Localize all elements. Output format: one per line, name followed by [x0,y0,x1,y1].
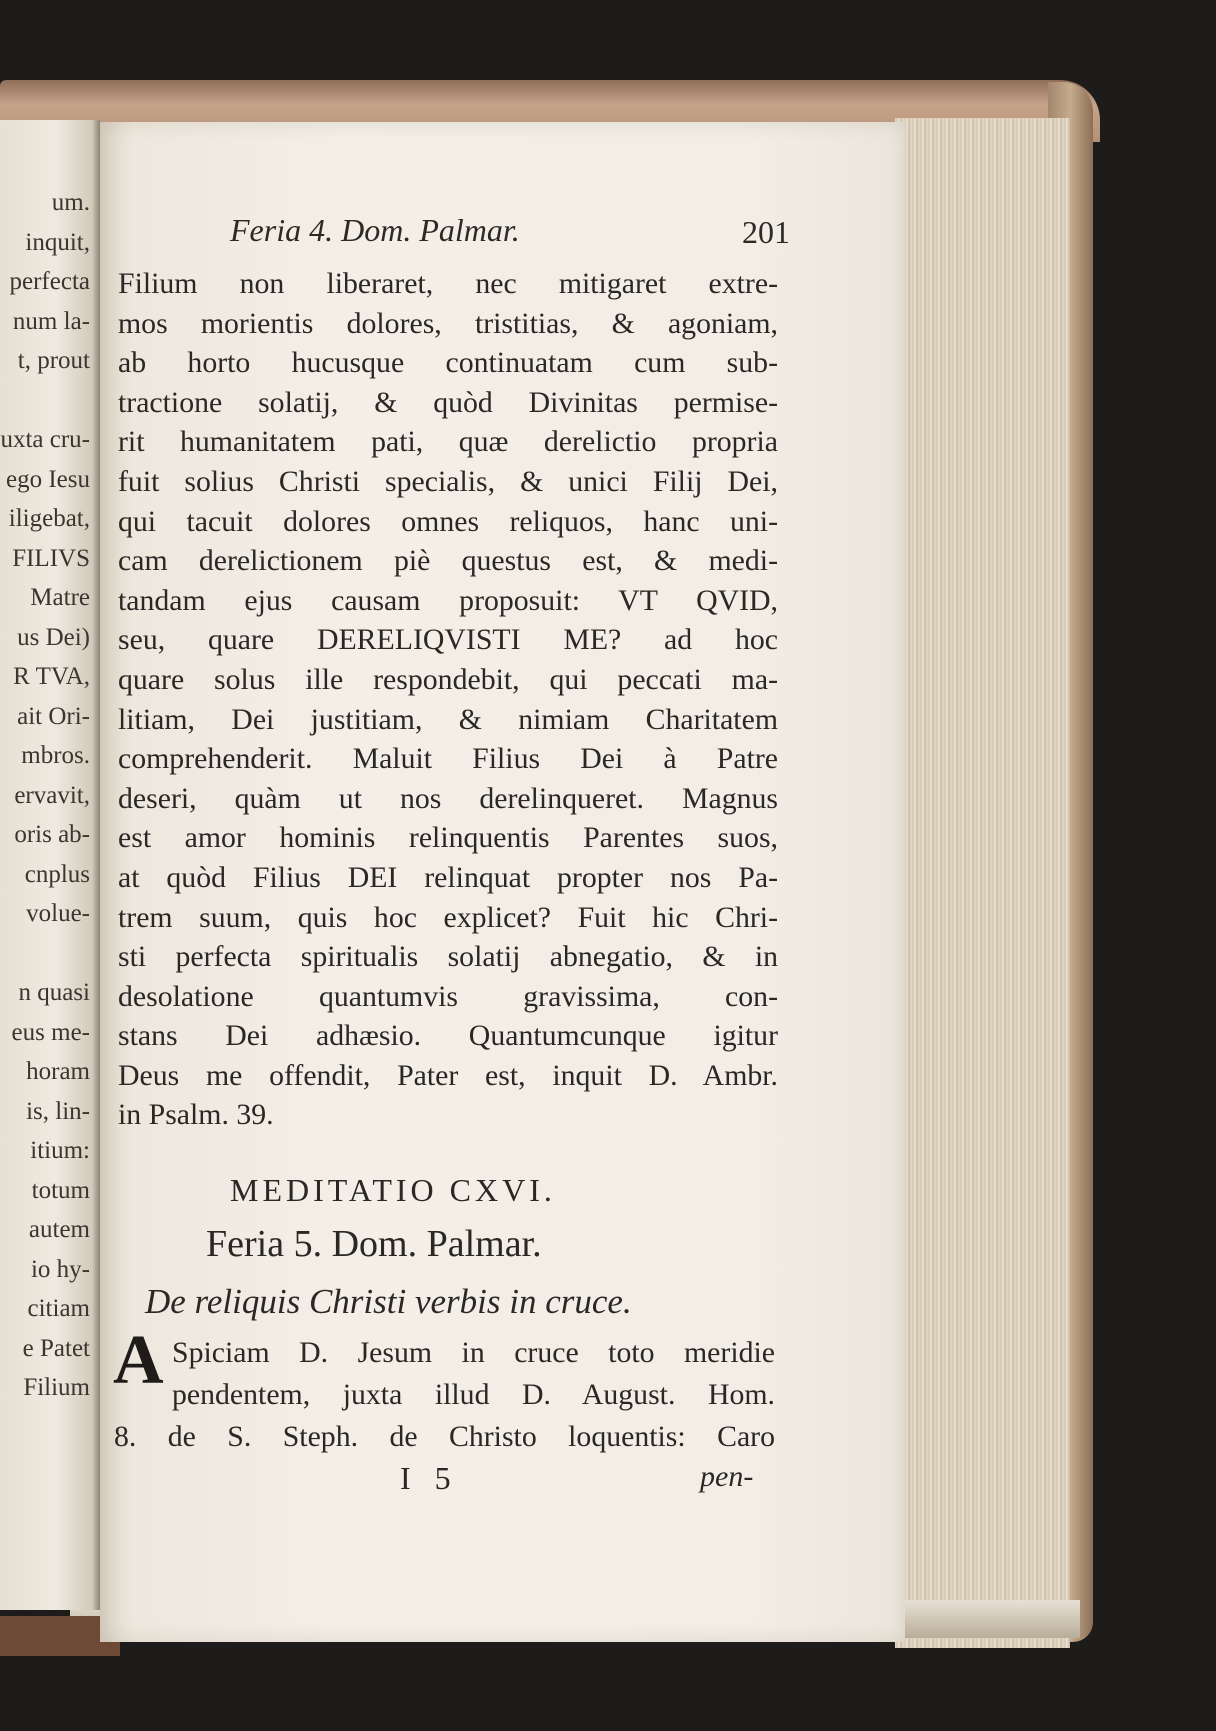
previous-page [0,120,100,1610]
meditation-subtitle: Feria 5. Dom. Palmar. [206,1223,542,1265]
text-line: Deus me offendit, Pater est, inquit D. Ambr. [118,1058,778,1092]
text-line: cam derelictionem piè questus est, & medi- [118,544,778,578]
left-page-fragment: horam [26,1058,90,1085]
text-line: rit humanitatem pati, quæ derelictio propria [118,425,778,459]
left-page-fragment: eus me- [11,1018,90,1046]
meditation-topic: De reliquis Christi verbis in cruce. [145,1282,632,1321]
text-line: at quòd Filius DEI relinquat propter nos Pa- [118,860,778,894]
left-page-fragment: ervavit, [14,781,90,809]
text-line: mos morientis dolores, tristitias, & agoniam, [118,306,778,340]
running-title: Feria 4. Dom. Palmar. [230,212,520,248]
left-page-fragment: e Patet [22,1334,90,1362]
left-page-fragment: Matre [30,584,90,611]
left-page-fragment: citiam [27,1295,90,1322]
text-line: tractione solatij, & quòd Divinitas permise- [118,385,778,419]
text-line: Filium non liberaret, nec mitigaret extre- [118,267,778,300]
text-line: fuit solius Christi specialis, & unici Filij Dei, [118,464,778,498]
text-line: in Psalm. 39. [118,1098,274,1132]
left-page-fragment: us Dei) [17,623,90,651]
text-line: quare solus ille respondebit, qui peccati ma- [118,662,778,696]
text-line: sti perfecta spiritualis solatij abnegatio, & in [118,940,778,974]
body-text [118,264,778,1135]
drop-capital: A [113,1322,164,1399]
text-line: comprehenderit. Maluit Filius Dei à Patre [118,742,778,776]
text-line: trem suum, quis hoc explicet? Fuit hic Chri- [118,900,778,934]
left-page-fragment: FILIVS [12,544,90,572]
left-page-fragment: oris ab- [14,821,90,848]
text-line: stans Dei adhæsio. Quantumcunque igitur [118,1019,778,1053]
running-header [230,212,790,252]
left-page-fragment: um. [51,189,90,216]
page-edges [895,118,1070,1648]
left-page-fragment: R TVA, [13,663,90,690]
text-line: Spiciam D. Jesum in cruce toto meridie [172,1336,775,1369]
text-line: deseri, quàm ut nos derelinqueret. Magnus [118,781,778,815]
text-line: tandam ejus causam proposuit: VT QVID, [118,583,778,617]
text-line: est amor hominis relinquentis Parentes suos, [118,821,778,855]
left-page-fragment: num la- [12,307,90,335]
text-line: desolatione quantumvis gravissima, con- [118,979,778,1013]
text-line: qui tacuit dolores omnes reliquos, hanc uni- [118,504,778,538]
left-page-fragment: uxta cru- [0,426,90,453]
text-line: seu, quare DERELIQVISTI ME? ad hoc [118,623,778,657]
left-page-fragment: totum [31,1176,90,1204]
left-page-fragment: inquit, [25,228,90,256]
text-line: litiam, Dei justitiam, & nimiam Charitatem [118,702,778,736]
page-number: 201 [742,214,790,250]
left-page-fragment: cnplus [24,860,90,888]
meditation-paragraph [114,1332,775,1458]
left-page-fragment: t, prout [17,347,90,374]
left-page-fragment: autem [28,1216,90,1243]
left-page-fragment: ait Ori- [17,702,90,730]
text-line: pendentem, juxta illud D. August. Hom. [172,1378,775,1411]
text-line: 8. de S. Steph. de Christo loquentis: Caro [114,1420,775,1453]
left-page-fragment: iligebat, [8,505,90,532]
catchword: pen- [700,1460,754,1493]
left-page-fragment: Filium [23,1374,90,1401]
text-line: ab horto hucusque continuatam cum sub- [118,346,778,380]
left-page-fragment: is, lin- [26,1097,90,1125]
left-page-fragment: mbros. [21,742,90,769]
left-page-fragment: n quasi [18,979,90,1006]
left-page-fragment: io hy- [30,1255,90,1283]
left-page-fragment: volue- [26,900,90,927]
signature-mark: I 5 [400,1460,459,1496]
left-page-fragment: itium: [30,1137,90,1164]
meditation-title: MEDITATIO CXVI. [230,1172,556,1208]
left-page-fragment: ego Iesu [6,465,90,493]
left-page-fragment: perfecta [9,268,90,295]
